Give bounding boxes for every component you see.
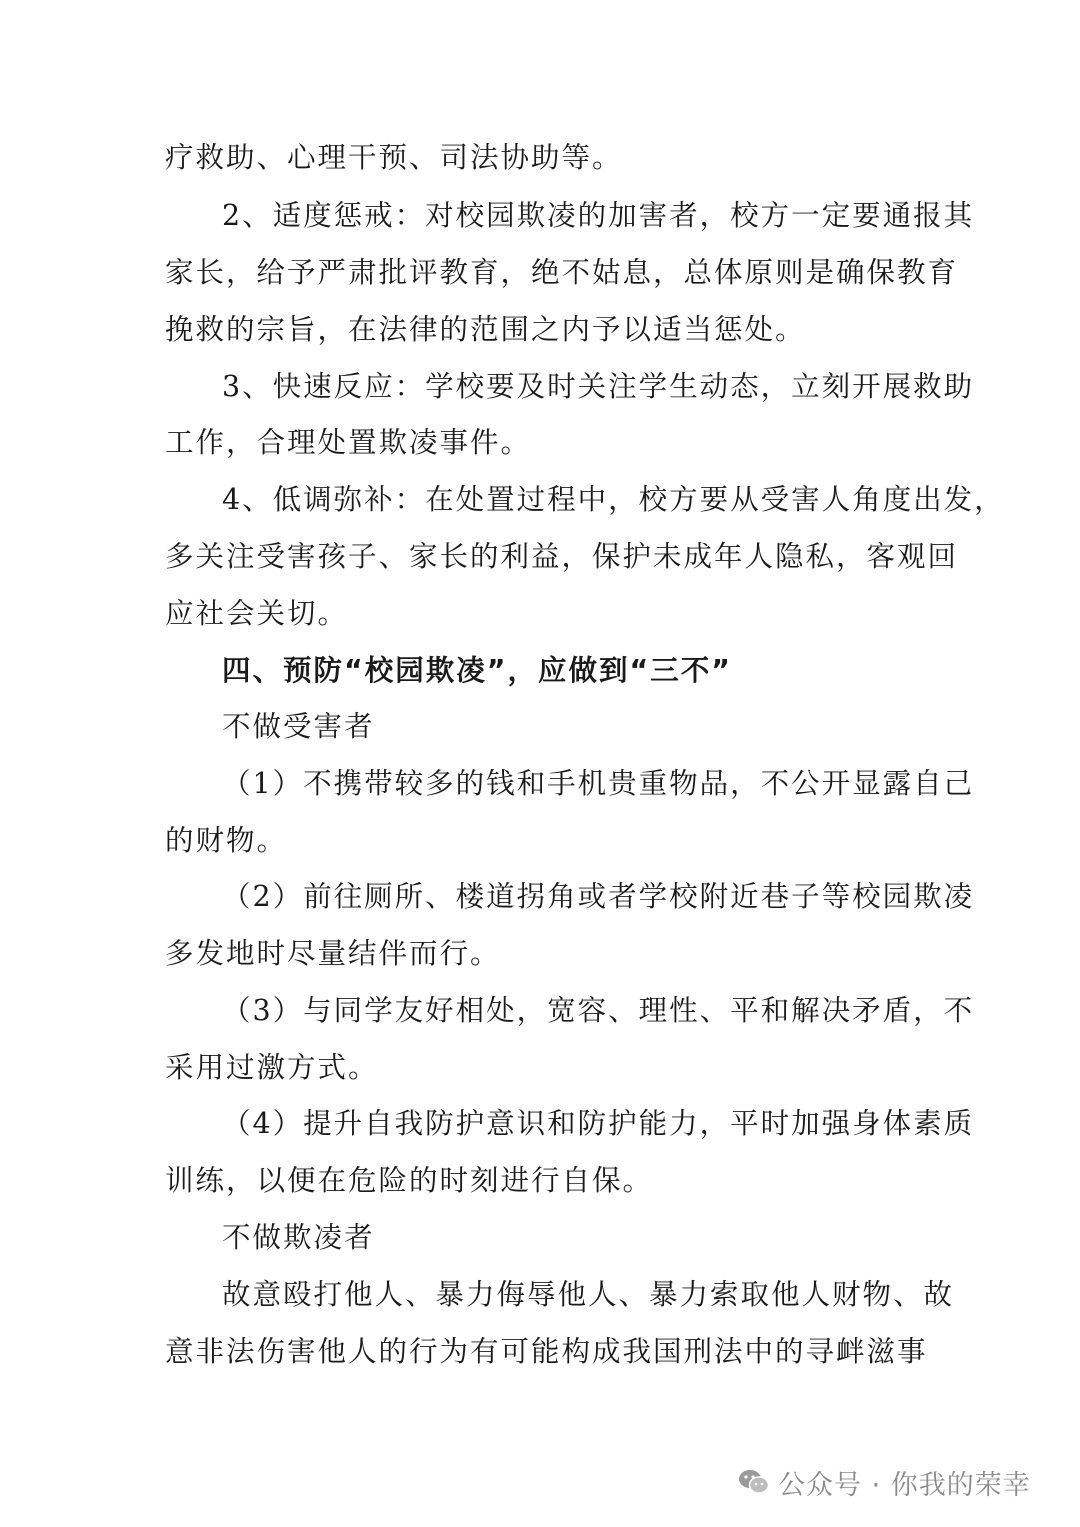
source-watermark [738, 1462, 1031, 1502]
paragraph-line: 工作，合理处置欺凌事件。 [165, 426, 532, 459]
paragraph-line: 应社会关切。 [165, 597, 349, 630]
section-heading: 四、预防“校园欺凌”，应做到“三不” [222, 654, 732, 687]
subheading-line: 不做受害者 [222, 710, 375, 743]
paragraph-line: 的财物。 [165, 824, 288, 857]
paragraph-line: 采用过激方式。 [165, 1051, 379, 1084]
paragraph-line: 2、适度惩戒：对校园欺凌的加害者，校方一定要通报其 [222, 199, 975, 232]
paragraph-line: 多关注受害孩子、家长的利益，保护未成年人隐私，客观回 [165, 540, 959, 573]
paragraph-line: 多发地时尽量结伴而行。 [165, 937, 501, 970]
paragraph-line: 4、低调弥补：在处置过程中，校方要从受害人角度出发， [222, 483, 1005, 516]
paragraph-line: 训练，以便在危险的时刻进行自保。 [165, 1164, 654, 1197]
paragraph-line: （4）提升自我防护意识和防护能力，平时加强身体素质 [222, 1107, 975, 1140]
paragraph-line: 故意殴打他人、暴力侮辱他人、暴力索取他人财物、故 [222, 1278, 955, 1311]
paragraph-line: 家长，给予严肃批评教育，绝不姑息，总体原则是确保教育 [165, 256, 959, 289]
paragraph-line: （1）不携带较多的钱和手机贵重物品，不公开显露自己 [222, 767, 975, 800]
wechat-icon [738, 1468, 770, 1496]
paragraph-line: 疗救助、心理干预、司法协助等。 [165, 141, 623, 174]
paragraph-line: （2）前往厕所、楼道拐角或者学校附近巷子等校园欺凌 [222, 880, 975, 913]
watermark-text: 公众号 · 你我的荣幸 [778, 1469, 1031, 1501]
paragraph-line: 3、快速反应：学校要及时关注学生动态，立刻开展救助 [222, 370, 975, 403]
subheading-line: 不做欺凌者 [222, 1221, 375, 1254]
paragraph-line: 意非法伤害他人的行为有可能构成我国刑法中的寻衅滋事 [165, 1335, 928, 1368]
paragraph-line: （3）与同学友好相处，宽容、理性、平和解决矛盾，不 [222, 994, 975, 1027]
paragraph-line: 挽救的宗旨，在法律的范围之内予以适当惩处。 [165, 313, 806, 346]
